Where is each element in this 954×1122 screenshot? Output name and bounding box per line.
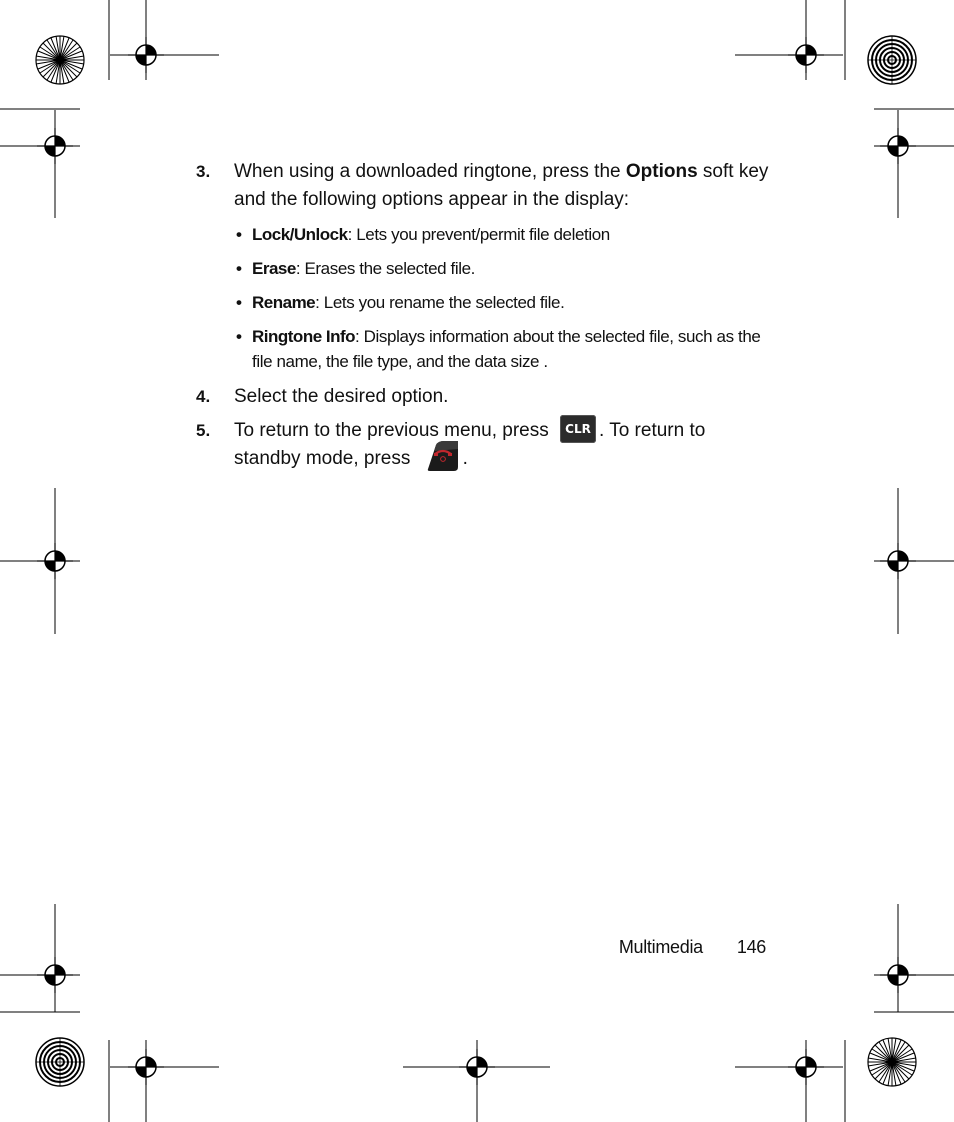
step-text: .	[462, 448, 468, 470]
list-item	[234, 256, 776, 281]
instructions	[196, 158, 776, 473]
list-item	[234, 324, 776, 374]
list-item	[234, 222, 776, 247]
step-number: 3.	[196, 162, 211, 181]
step-text: . To return to standby mode, press	[234, 420, 706, 470]
bullet: •	[236, 225, 242, 244]
option-term: Ringtone Info	[252, 327, 356, 346]
step-number: 4.	[196, 387, 211, 406]
list-item	[234, 290, 776, 315]
option-desc: : Displays information about the selected file, such as the file name, the file type, and the data size .	[252, 327, 761, 371]
page-footer	[560, 937, 766, 958]
option-term: Rename	[252, 293, 316, 312]
step-text: Select the desired option.	[234, 386, 449, 407]
step-number: 5.	[196, 421, 211, 440]
step-text: When using a downloaded ringtone, press the	[234, 161, 626, 182]
step-text: soft key and the following options appear in the display:	[234, 161, 769, 210]
clr-key-icon: CLR	[560, 415, 596, 443]
option-desc: : Lets you prevent/permit file deletion	[347, 225, 610, 244]
page-number: 146	[736, 937, 766, 957]
options-list	[234, 222, 776, 374]
option-term: Lock/Unlock	[252, 225, 348, 244]
option-desc: : Lets you rename the selected file.	[315, 293, 565, 312]
step-text: To return to the previous menu, press	[234, 420, 554, 441]
step-3	[196, 158, 776, 374]
step-4	[196, 383, 776, 411]
bullet: •	[236, 293, 242, 312]
bullet: •	[236, 327, 242, 346]
step-5	[196, 417, 776, 473]
option-desc: : Erases the selected file.	[295, 259, 475, 278]
options-key-label: Options	[625, 161, 698, 182]
bullet: •	[236, 259, 242, 278]
end-key-icon	[424, 439, 460, 473]
section-name: Multimedia	[618, 937, 703, 957]
option-term: Erase	[252, 259, 296, 278]
